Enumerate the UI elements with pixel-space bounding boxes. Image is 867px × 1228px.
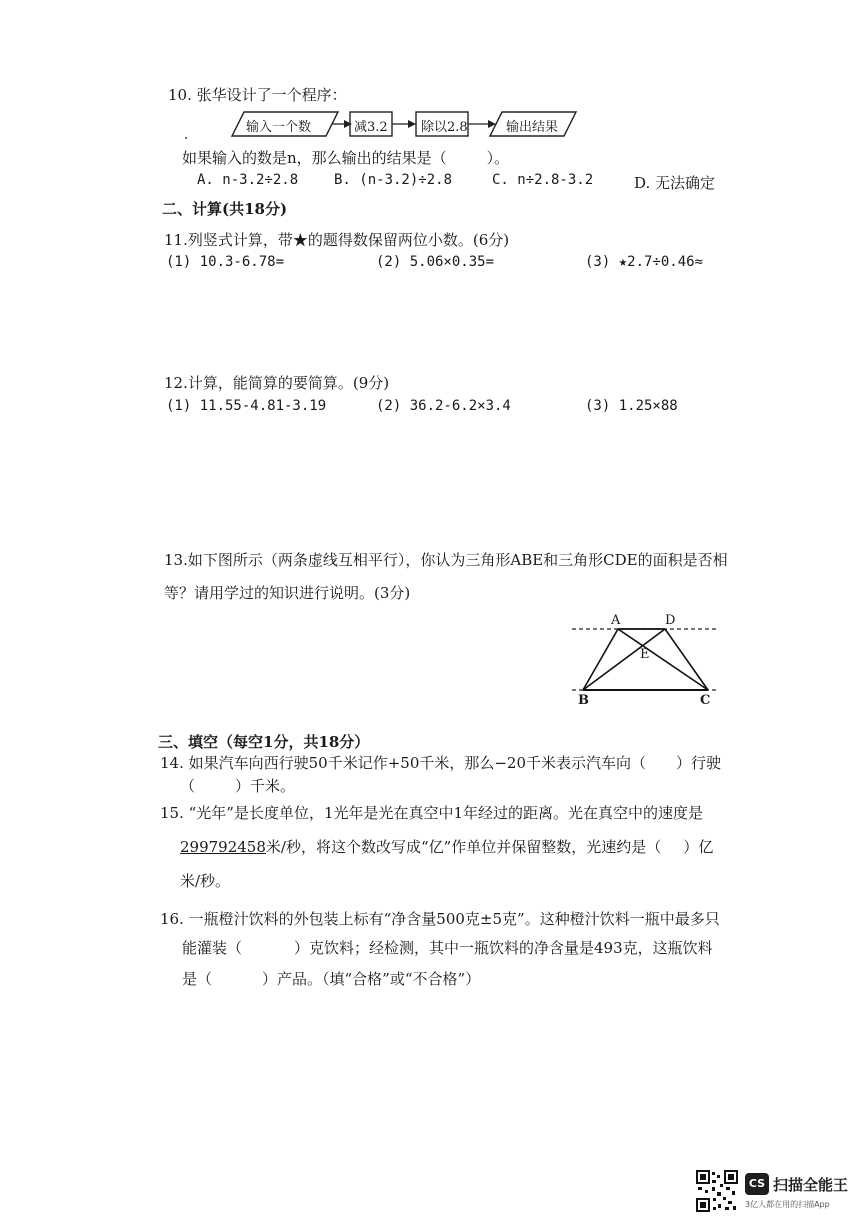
q11-item-2: (2) 5.06×0.35= bbox=[376, 254, 495, 270]
q15-line1: 15. “光年”是长度单位，1光年是光在真空中1年经过的距离。光在真空中的速度是 bbox=[160, 804, 704, 822]
camscanner-tagline: 3亿人都在用的扫描App bbox=[745, 1200, 830, 1209]
flow-output-label: 输出结果 bbox=[506, 120, 559, 135]
q12-item-1: (1) 11.55-4.81-3.19 bbox=[166, 398, 327, 414]
label-c: C bbox=[700, 693, 711, 708]
q12-item-3: (3) 1.25×88 bbox=[585, 398, 678, 414]
q12-title: 12.计算，能简算的要简算。(9分) bbox=[164, 374, 390, 392]
label-a: A bbox=[611, 613, 621, 628]
q10-question: 如果输入的数是n，那么输出的结果是（ ）。 bbox=[182, 149, 510, 167]
section3-heading: 三、填空（每空1分，共18分） bbox=[158, 733, 370, 751]
q14-line1: 14. 如果汽车向西行驶50千米记作+50千米，那么−20千米表示汽车向（ ）行驶 bbox=[160, 754, 722, 772]
label-b: B bbox=[578, 693, 589, 708]
label-e: E bbox=[640, 647, 650, 662]
q13-line2: 等？请用学过的知识进行说明。(3分) bbox=[164, 584, 411, 602]
q10-option-c: C. n÷2.8-3.2 bbox=[492, 172, 594, 188]
q16-line1: 16. 一瓶橙汁饮料的外包装上标有“净含量500克±5克”。这种橙汁饮料一瓶中最多只 bbox=[160, 910, 720, 928]
q10-option-d: D. 无法确定 bbox=[634, 174, 716, 192]
q15-speed-value: 299792458 bbox=[180, 838, 266, 856]
camscanner-logo-icon: CS bbox=[745, 1173, 769, 1195]
q11-title: 11.列竖式计算，带★的题得数保留两位小数。(6分) bbox=[164, 231, 510, 249]
q12-item-2: (2) 36.2-6.2×3.4 bbox=[376, 398, 511, 414]
q10-title: 10. 张华设计了一个程序： bbox=[168, 86, 347, 104]
flow-step2-label: 除以2.8 bbox=[421, 120, 468, 135]
q14-line2: （ ）千米。 bbox=[180, 777, 296, 795]
q16-line2: 能灌装（ ）克饮料；经检测，其中一瓶饮料的净含量是493克，这瓶饮料 bbox=[182, 939, 713, 957]
q16-line3: 是（ ）产品。（填“合格”或“不合格”） bbox=[182, 970, 481, 988]
flow-step1-label: 减3.2 bbox=[354, 120, 388, 135]
q11-item-1: (1) 10.3-6.78= bbox=[166, 254, 285, 270]
flow-input-label: 输入一个数 bbox=[246, 120, 312, 135]
section2-heading: 二、计算(共18分) bbox=[162, 200, 288, 218]
qr-code-icon bbox=[696, 1170, 738, 1212]
q10-option-a: A. n-3.2÷2.8 bbox=[197, 172, 299, 188]
q13-line1: 13.如下图所示（两条虚线互相平行），你认为三角形ABE和三角形CDE的面积是否相 bbox=[164, 551, 728, 569]
q10-option-b: B. (n-3.2)÷2.8 bbox=[334, 172, 453, 188]
q11-item-3: (3) ★2.7÷0.46≈ bbox=[585, 254, 704, 270]
camscanner-name: 扫描全能王 bbox=[773, 1176, 849, 1194]
q15-line3: 米/秒。 bbox=[180, 872, 231, 890]
label-d: D bbox=[665, 613, 676, 628]
q15-line2: 299792458米/秒，将这个数改写成“亿”作单位并保留整数，光速约是（ ）亿 bbox=[180, 838, 714, 856]
